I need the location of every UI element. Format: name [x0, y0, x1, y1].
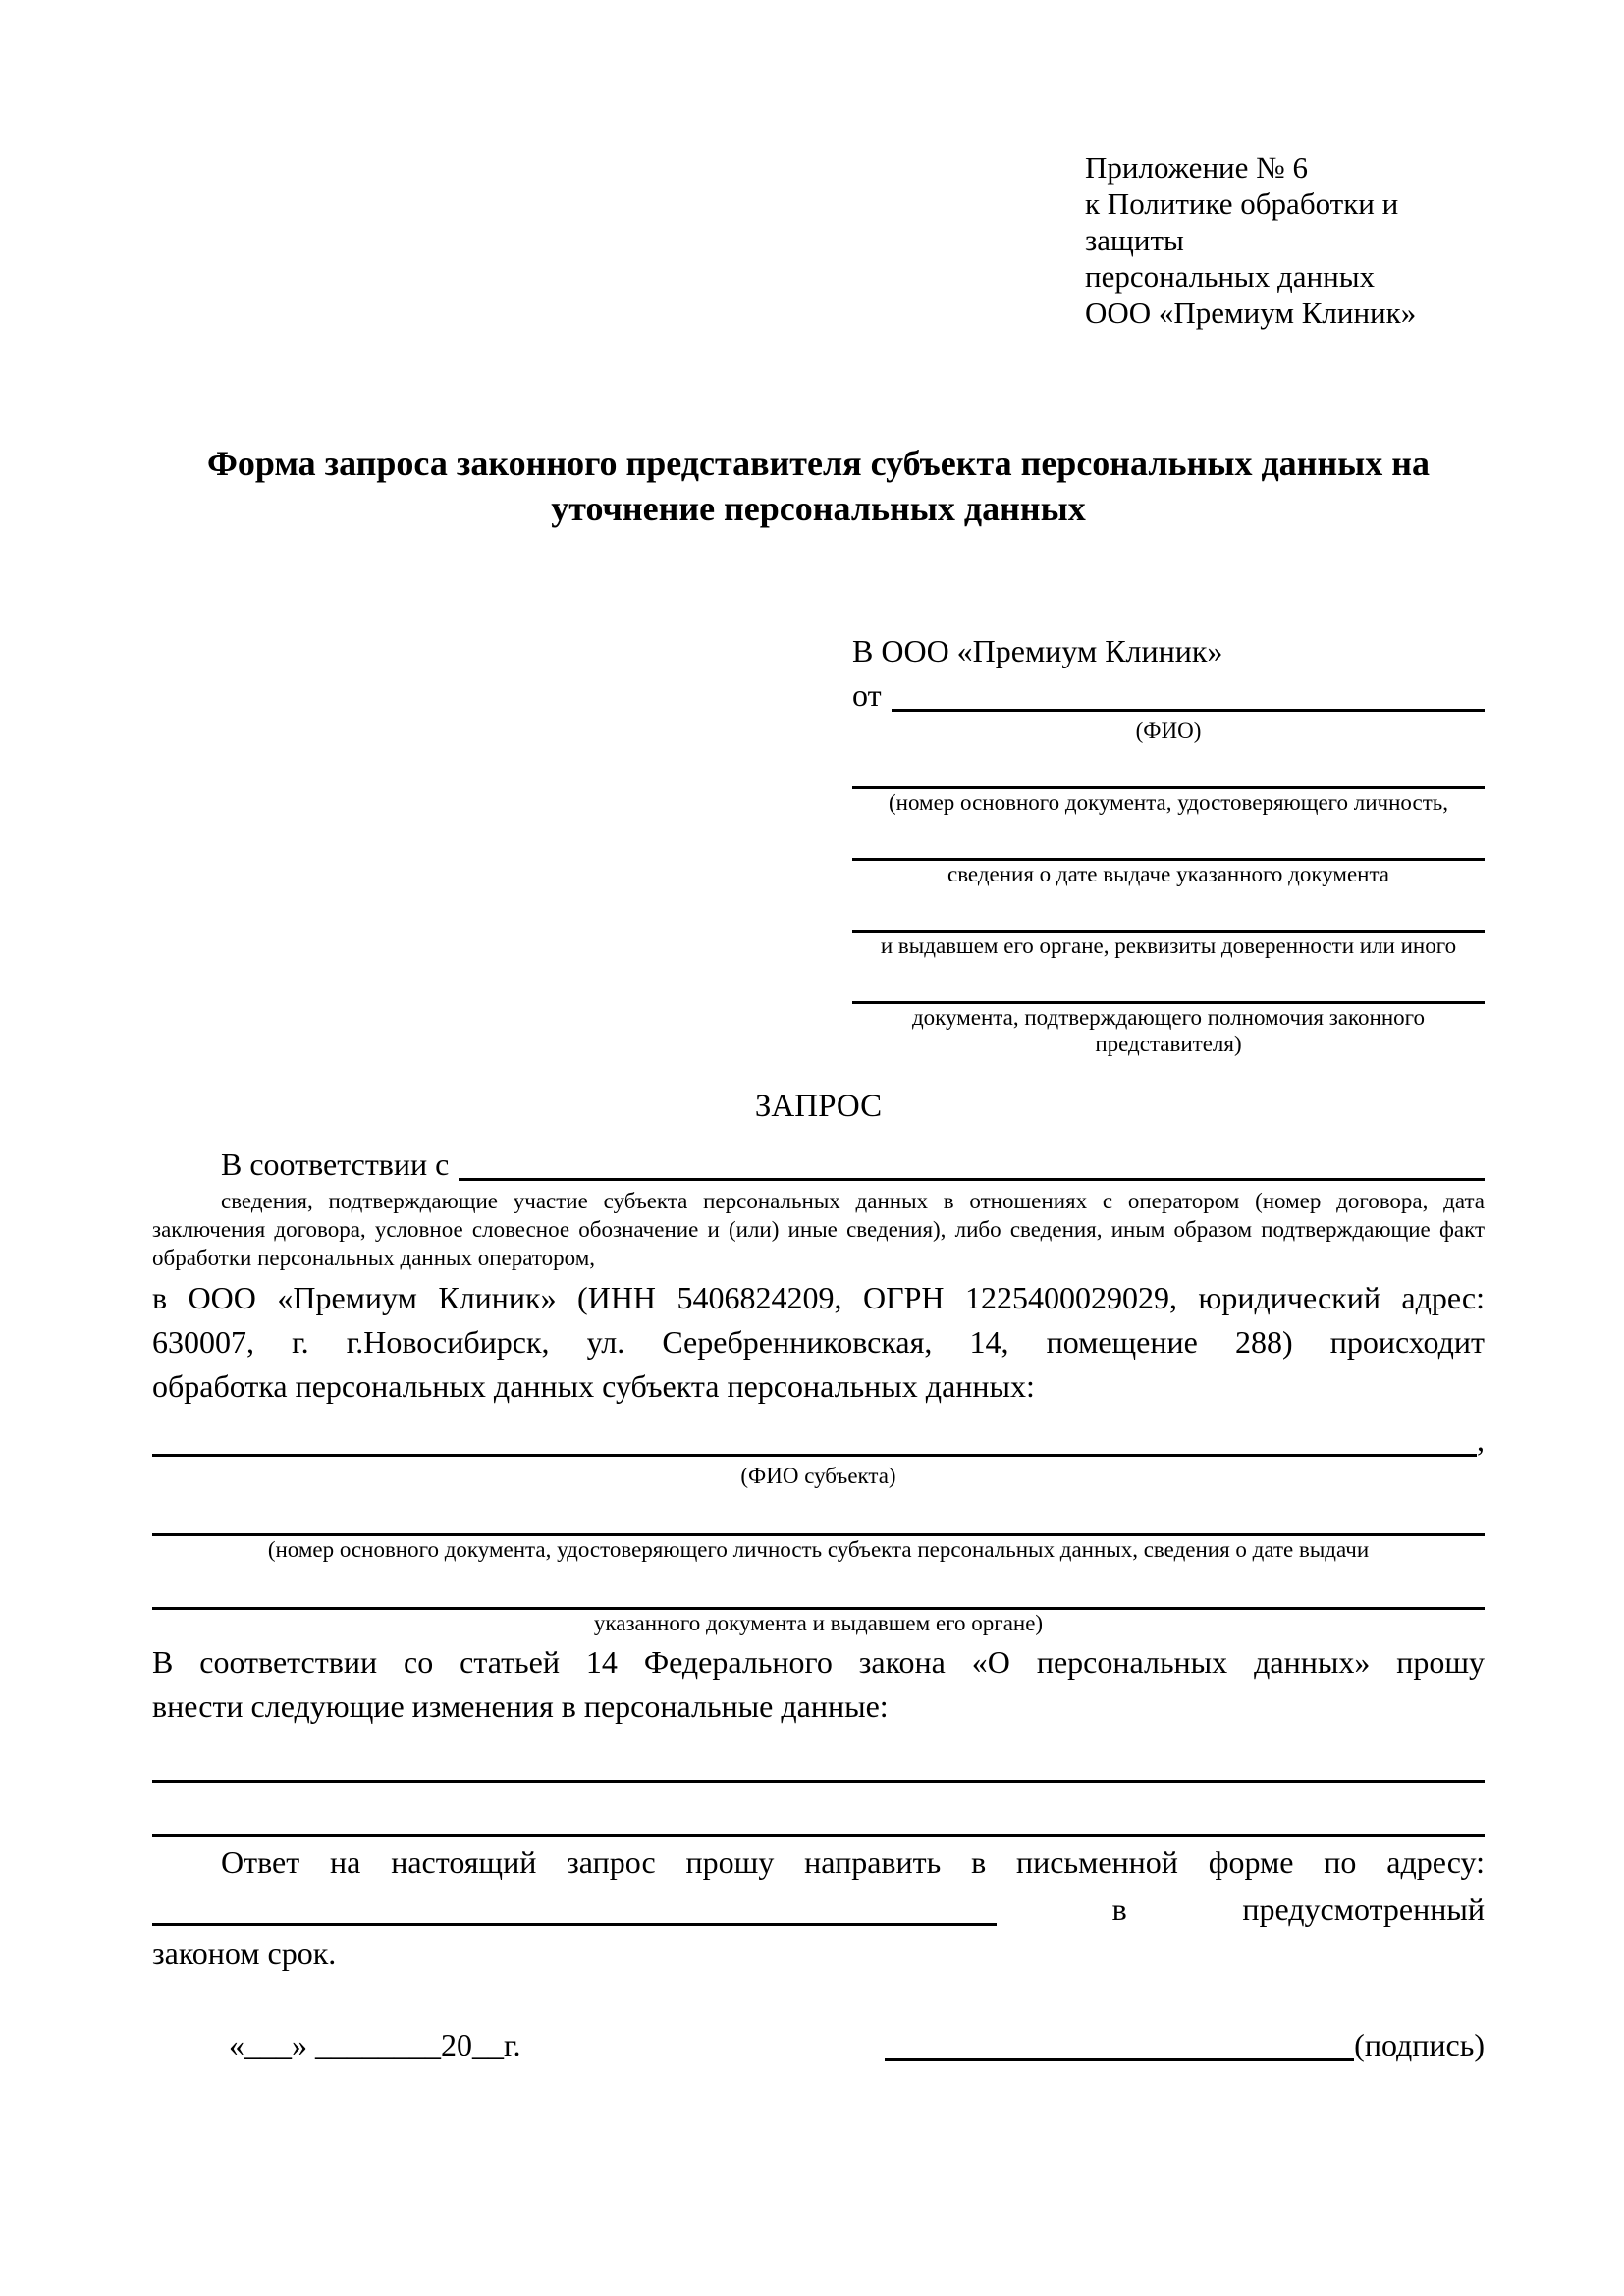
law-paragraph-line-2: внести следующие изменения в персональные данные: — [152, 1688, 889, 1724]
subject-document-blank-field-1 — [152, 1489, 1485, 1536]
request-heading: ЗАПРОС — [754, 1089, 883, 1124]
basis-footnote-line-2: заключения договора, условное словесное обозначение и (или) иные сведения), либо сведения, иным образом подтверждающие факт — [152, 1217, 1485, 1242]
document-title: Форма запроса законного представителя субъекта персональных данных на уточнение персональных данных — [207, 444, 1430, 528]
answer-paragraph-line-1: Ответ на настоящий запрос прошу направить в письменной форме по адресу: — [221, 1844, 1485, 1880]
appendix-line-2: к Политике обработки и защиты — [1085, 187, 1399, 257]
subject-document-blank-field-2 — [152, 1563, 1485, 1610]
basis-blank-field — [459, 1143, 1485, 1181]
signature-blank-field — [885, 2026, 1354, 2061]
representative-document-blank-field-3 — [852, 887, 1485, 933]
signature-caption: (подпись) — [1354, 2027, 1485, 2062]
signature-group — [885, 2023, 1485, 2067]
addressee-from-row — [852, 673, 1485, 718]
operator-paragraph-line-2: 630007, г. г.Новосибирск, ул. Серебренниковская, 14, помещение 288) происходит — [152, 1324, 1485, 1360]
addressee-caption-1: (номер основного документа, удостоверяющего личность, — [888, 790, 1448, 815]
operator-paragraph-line-1: в ООО «Премиум Клиник» (ИНН 5406824209, ОГРН 1225400029029, юридический адрес: — [152, 1280, 1485, 1315]
appendix-line-4: ООО «Премиум Клиник» — [1085, 295, 1417, 330]
representative-document-blank-field-2 — [852, 816, 1485, 861]
answer-word-v: в — [1111, 1892, 1127, 1927]
basis-row — [152, 1143, 1485, 1187]
subject-fio-row — [152, 1418, 1485, 1463]
operator-paragraph-line-3: обработка персональных данных субъекта персональных данных: — [152, 1368, 1035, 1404]
subject-document-caption-1: (номер основного документа, удостоверяющего личность субъекта персональных данных, сведения о дате выдачи — [267, 1537, 1370, 1562]
representative-fio-blank-field — [892, 673, 1485, 712]
basis-footnote-line-1: сведения, подтверждающие участие субъекта персональных данных в отношениях с оператором (номер договора, дата — [221, 1189, 1485, 1213]
from-label: от — [852, 677, 882, 713]
fio-caption: (ФИО) — [1135, 719, 1202, 743]
appendix-line-1: Приложение № 6 — [1085, 150, 1308, 185]
subject-document-caption-2: указанного документа и выдавшем его органе) — [593, 1611, 1044, 1635]
addressee-block — [852, 629, 1485, 1057]
address-blank-field — [152, 1885, 997, 1926]
appendix-line-3: персональных данных — [1085, 259, 1376, 294]
representative-document-blank-field-4 — [852, 959, 1485, 1004]
appendix-header — [1085, 149, 1485, 331]
law-paragraph-line-1: В соответствии со статьей 14 Федерального закона «О персональных данных» прошу — [152, 1644, 1485, 1680]
answer-paragraph — [152, 1841, 1485, 1976]
subject-fio-blank-field — [152, 1418, 1477, 1457]
addressee-caption-4: документа, подтверждающего полномочия законного представителя) — [911, 1005, 1425, 1056]
addressee-caption-3: и выдавшем его органе, реквизиты доверенности или иного — [880, 934, 1457, 958]
answer-paragraph-line-3: законом срок. — [152, 1936, 337, 1971]
basis-footnote — [152, 1187, 1485, 1272]
changes-blank-field-1 — [152, 1729, 1485, 1783]
addressee-to: В ООО «Премиум Клиник» — [852, 633, 1223, 668]
basis-footnote-line-3: обработки персональных данных оператором, — [152, 1246, 595, 1270]
subject-fio-comma: , — [1477, 1422, 1485, 1458]
date-field: «___» ________20__г. — [229, 2027, 521, 2062]
basis-label: В соответствии с — [221, 1147, 450, 1182]
answer-address-row — [152, 1885, 1485, 1932]
changes-blank-field-2 — [152, 1783, 1485, 1837]
answer-word-predusmotrennyj: предусмотренный — [1242, 1892, 1485, 1927]
date-signature-row — [152, 2023, 1485, 2067]
operator-paragraph — [152, 1276, 1485, 1409]
addressee-caption-2: сведения о дате выдаче указанного документа — [947, 862, 1390, 886]
representative-document-blank-field-1 — [852, 744, 1485, 789]
subject-fio-caption: (ФИО субъекта) — [740, 1464, 896, 1488]
law-paragraph — [152, 1640, 1485, 1729]
